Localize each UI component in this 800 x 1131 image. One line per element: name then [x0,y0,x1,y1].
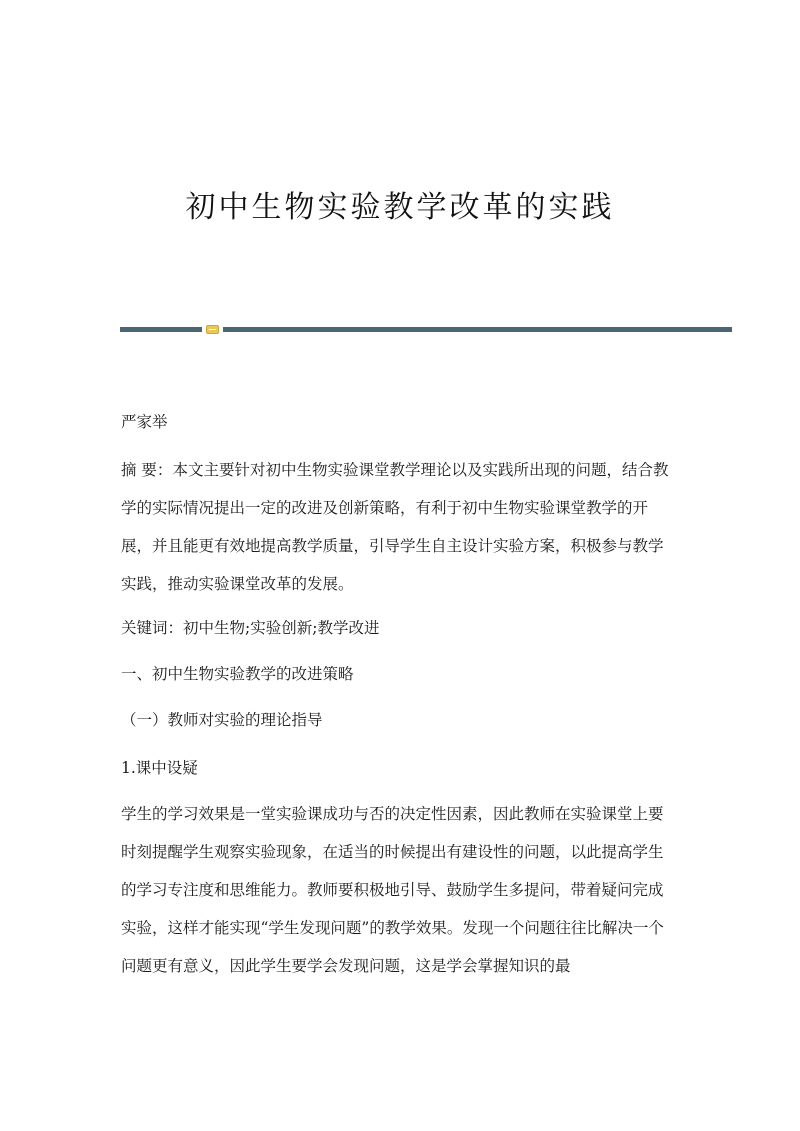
abstract-label: 摘 要： [121,461,173,479]
section-heading: 一、初中生物实验教学的改进策略 [121,665,354,683]
document-title: 初中生物实验教学改革的实践 [185,190,615,225]
body-paragraph: 学生的学习效果是一堂实验课成功与否的决定性因素，因此教师在实验课堂上要时刻提醒学生观察实验现象，在适当的时候提出有建设性的问题，以此提高学生的学习专注度和思维能力。教师要积极地引导、鼓励学生多提问，带着疑问完成实验，这样才能实现“学生发现问题”的教学效果。发现一个问题往往比解决一个问题更有意义，因此学生要学会发现问题，这是学会掌握知识的最 [121,805,664,975]
keywords [121,609,673,647]
keywords-text: 初中生物;实验创新;教学改进 [183,619,380,637]
divider-ornament-icon [206,325,219,334]
document-body [121,403,673,985]
author-name: 严家举 [121,413,168,431]
divider-bar-left [120,327,202,332]
subsubsection-heading: 1.课中设疑 [121,759,198,777]
subsection-heading: （一）教师对实验的理论指导 [121,711,323,729]
abstract-text: 本文主要针对初中生物实验课堂教学理论以及实践所出现的问题，结合教学的实际情况提出一定的改进及创新策略，有利于初中生物实验课堂教学的开展，并且能更有效地提高教学质量，引导学生自主设计实验方案，积极参与教学实践，推动实验课堂改革的发展。 [121,461,669,593]
title-divider [120,325,732,333]
abstract [121,451,673,603]
keywords-label: 关键词： [121,619,184,637]
divider-bar-right [223,327,732,332]
